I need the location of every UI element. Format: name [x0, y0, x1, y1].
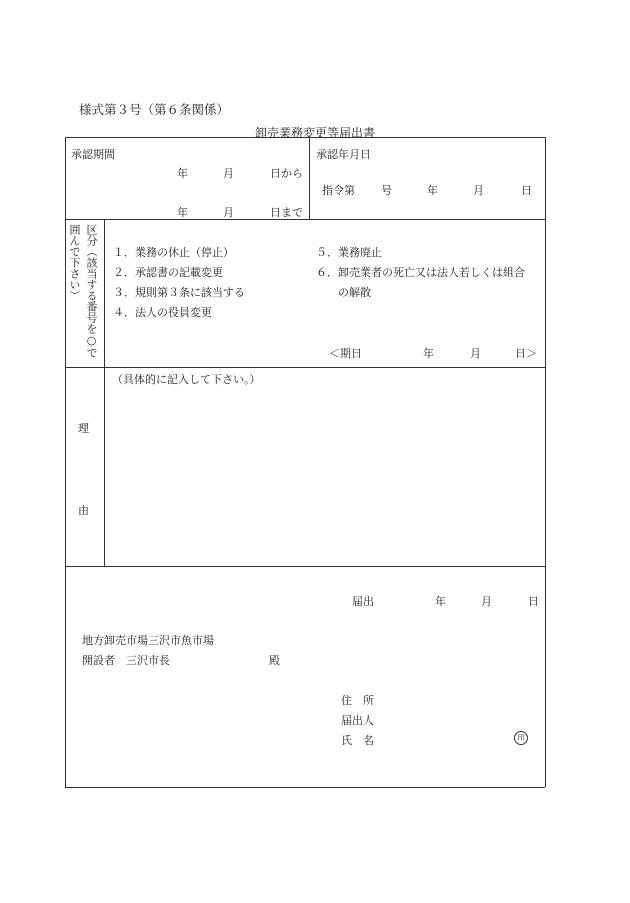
- deadline-close: 日＞: [515, 347, 537, 360]
- category-item-6-continued: の解散: [338, 286, 371, 299]
- approval-date-day: 日: [521, 184, 532, 197]
- addressee-mayor: 開設者 三沢市長: [82, 654, 170, 667]
- address-label: 住 所: [341, 694, 374, 707]
- addressee-honorific: 殿: [269, 654, 280, 667]
- approval-period-label: 承認期間: [71, 148, 115, 161]
- label-column-divider: [104, 219, 105, 566]
- category-side-label-col2: 囲んで下さい）: [68, 224, 81, 301]
- category-item-4: ４．法人の役員変更: [113, 306, 212, 319]
- deadline-open: ＜期日: [329, 347, 362, 360]
- period-from-day: 日から: [270, 167, 303, 180]
- reason-label-1: 理: [78, 422, 89, 435]
- period-until-day: 日まで: [270, 206, 303, 219]
- order-number-prefix: 指令第: [322, 184, 355, 197]
- category-item-2: ２．承認書の記載変更: [113, 266, 223, 279]
- name-label: 氏 名: [341, 734, 374, 747]
- category-item-3: ３．規則第３条に該当する: [113, 286, 245, 299]
- category-item-5: ５．業務廃止: [316, 246, 382, 259]
- period-until-month: 月: [223, 206, 234, 219]
- deadline-year: 年: [423, 347, 434, 360]
- table-border-bottom: [65, 787, 545, 788]
- order-number-suffix: 号: [381, 184, 392, 197]
- approval-date-label: 承認年月日: [316, 148, 371, 161]
- table-border-left: [65, 137, 66, 787]
- category-item-1: １．業務の休止（停止）: [113, 246, 234, 259]
- addressee-market: 地方卸売市場三沢市魚市場: [82, 634, 214, 647]
- form-title: 卸売業務変更等届出書: [254, 126, 375, 140]
- category-item-6: ６．卸売業者の死亡又は法人若しくは組合: [316, 266, 525, 279]
- submission-year: 年: [435, 595, 446, 608]
- deadline-month: 月: [470, 347, 481, 360]
- row-divider-category: [65, 367, 545, 368]
- submission-day: 日: [528, 595, 539, 608]
- period-until-year: 年: [177, 206, 188, 219]
- category-side-label-col1: 区分（該当する番号を○で: [85, 224, 98, 358]
- approval-column-divider: [309, 137, 310, 219]
- submission-label: 届出: [352, 595, 374, 608]
- row-divider-approval: [65, 219, 545, 220]
- approval-date-month: 月: [473, 184, 484, 197]
- table-border-right: [545, 137, 546, 787]
- period-from-year: 年: [177, 167, 188, 180]
- form-number: 様式第３号（第６条関係）: [79, 102, 230, 117]
- row-divider-reason: [65, 566, 545, 567]
- table-border-top: [65, 137, 545, 138]
- submitter-label: 届出人: [341, 714, 374, 727]
- reason-label-2: 由: [78, 504, 89, 517]
- period-from-month: 月: [223, 167, 234, 180]
- reason-instruction: （具体的に記入して下さい。）: [112, 373, 261, 386]
- submission-month: 月: [481, 595, 492, 608]
- seal-mark: 印: [514, 731, 528, 745]
- approval-date-year: 年: [427, 184, 438, 197]
